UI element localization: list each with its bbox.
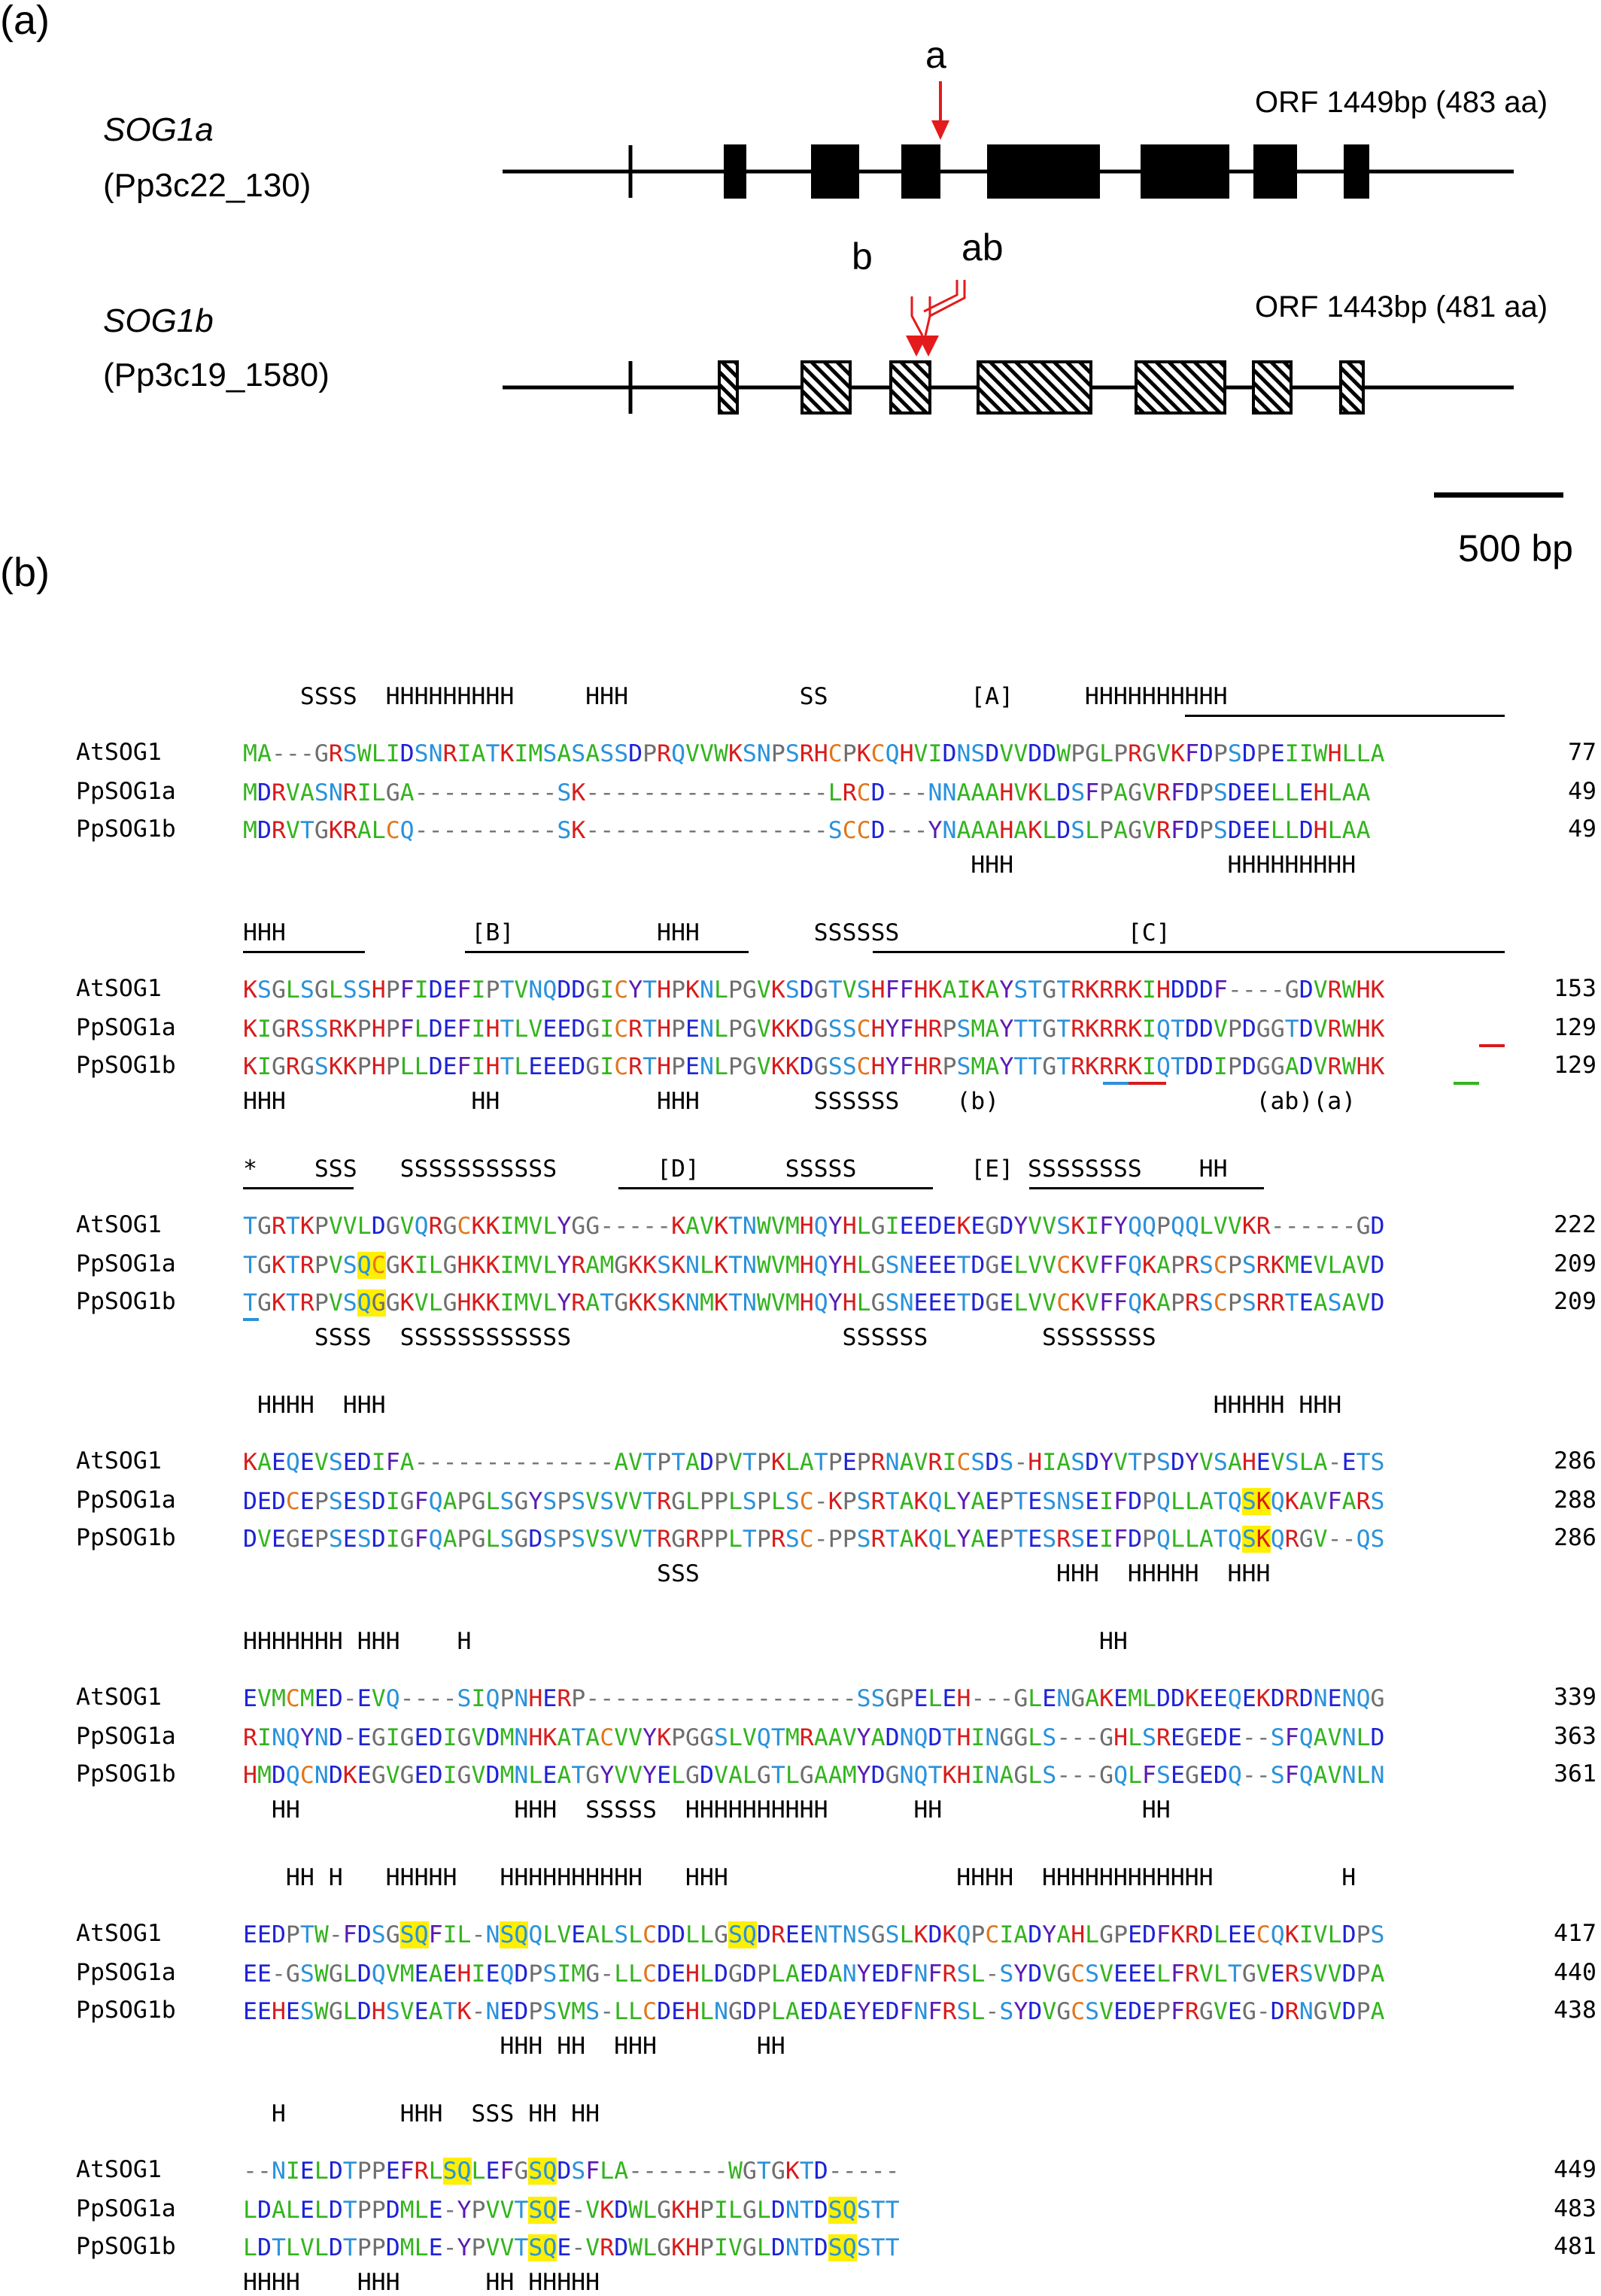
sequence-position: 481	[1554, 2233, 1596, 2260]
sequence-position: 288	[1554, 1487, 1596, 1514]
sequence-position: 286	[1554, 1447, 1596, 1474]
sequence-position: 49	[1568, 815, 1596, 843]
sequence-name: PpSOG1b	[76, 815, 176, 843]
gene2-site-label-ab: ab	[962, 226, 1004, 269]
sequence-name: PpSOG1a	[76, 1250, 176, 1277]
gene1-name: SOG1a	[103, 111, 214, 148]
sequence-position: 77	[1568, 739, 1596, 766]
sequence-name: AtSOG1	[76, 1211, 162, 1238]
sequence-row: DEDCEPSESDIGFQAPGLSGYSPSVSVVTRGLPPLSPLSC-KPSRTAKQLYAEPTESNSEIFDPQLLATQSKQKAVFARS	[243, 1488, 1385, 1515]
sequence-name: AtSOG1	[76, 1920, 162, 1947]
site-a-arrow	[931, 81, 949, 140]
domain-overline	[1185, 715, 1505, 717]
sequence-name: PpSOG1b	[76, 2233, 176, 2260]
sequence-position: 339	[1554, 1684, 1596, 1711]
site-underline	[243, 1318, 259, 1321]
domain-overline	[243, 1187, 354, 1189]
secondary-structure-bottom: HH HHH SSSSS HHHHHHHHHH HH HH	[243, 1796, 1171, 1824]
gene2-site-label-b: b	[852, 235, 873, 278]
secondary-structure-top: HHHHHHH HHH H HH	[243, 1628, 1128, 1655]
sequence-position: 286	[1554, 1524, 1596, 1551]
secondary-structure-bottom: HHH HHHHHHHHH	[243, 852, 1356, 879]
domain-overline	[873, 951, 1505, 953]
gene2-exon	[978, 362, 1091, 413]
sequence-position: 129	[1554, 1014, 1596, 1041]
secondary-structure-top: * SSS SSSSSSSSSSS [D] SSSSS [E] SSSSSSSS HH	[243, 1156, 1228, 1183]
sequence-row: TGRTKPVVLDGVQRGCKKIMVLYGG-----KAVKTNWVMHQYHLGIEEDEKEGDYVVSKIFYQQPQQLVVKR------GD	[243, 1213, 1385, 1240]
sequence-row: LDTLVLDTPPDMLE-YPVVTSQE-VRDWLGKHPIVGLDNTDSQSTT	[243, 2234, 900, 2261]
sequence-position: 483	[1554, 2195, 1596, 2222]
sequence-name: AtSOG1	[76, 739, 162, 766]
sequence-position: 361	[1554, 1760, 1596, 1787]
sequence-name: PpSOG1a	[76, 2195, 176, 2222]
secondary-structure-bottom: SSS HHH HHHHH HHH	[243, 1560, 1271, 1587]
sequence-row: KIGRGSKKPHPLLDEFIHTLEEEDGICRTHPENLPGVKKDGSSCHYFHRPSMAYTTGTRKRRKIQTDDIPDGGADVRWHK	[243, 1053, 1385, 1080]
sequence-row: MDRVASNRILGA----------SK-----------------LRCD---NNAAAHVKLDSFPAGVRFDPSDEELLEHLAA	[243, 779, 1371, 806]
gene2-exon	[1253, 362, 1291, 413]
gene1-site-label-a: a	[925, 34, 946, 76]
sequence-name: PpSOG1b	[76, 1524, 176, 1551]
site-underline	[1103, 1082, 1129, 1085]
gene2-name: SOG1b	[103, 302, 214, 339]
gene2-structure	[503, 280, 1514, 414]
sequence-row: KSGLSGLSSHPFIDEFIPTVNQDDGICYTHPKNLPGVKSDGTVSHFFHKAIKAYSTGTRKRRKIHDDDF----GDVRWHK	[243, 976, 1385, 1004]
sequence-position: 209	[1554, 1250, 1596, 1277]
panel-b-label: (b)	[0, 550, 50, 595]
sequence-position: 222	[1554, 1211, 1596, 1238]
gene1-id: (Pp3c22_130)	[103, 167, 311, 204]
gene2-id: (Pp3c19_1580)	[103, 357, 330, 393]
sequence-row: HMDQCNDKEGVGEDIGVDMNLEATGYVVYELGDVALGTLGAAMYDGNQTKHINAGLS---GQLFSEGEDQ--SFQAVNLN	[243, 1762, 1385, 1789]
sequence-position: 209	[1554, 1288, 1596, 1315]
sequence-name: AtSOG1	[76, 2156, 162, 2183]
sequence-row: MA---GRSWLIDSNRIATKIMSASASSDPRQVVWKSNPSRHCPKCQHVIDNSDVVDDWPGLPRGVKFDPSDPEIIWHLLA	[243, 740, 1385, 767]
secondary-structure-top: HH H HHHHH HHHHHHHHHH HHH HHHH HHHHHHHHHHHH H	[243, 1864, 1356, 1891]
scale-bar-label: 500 bp	[1458, 527, 1573, 569]
site-underline	[1479, 1044, 1505, 1047]
secondary-structure-top: HHH [B] HHH SSSSSS [C]	[243, 919, 1171, 946]
secondary-structure-bottom: HHHH HHH HH HHHHH	[243, 2269, 600, 2296]
sequence-name: PpSOG1b	[76, 1997, 176, 2024]
gene-structure-diagram	[0, 0, 1601, 602]
sequence-name: PpSOG1a	[76, 1487, 176, 1514]
sequence-position: 153	[1554, 975, 1596, 1002]
sequence-position: 129	[1554, 1052, 1596, 1079]
site-underline	[1454, 1082, 1479, 1085]
gene1-exon	[987, 144, 1100, 199]
panel-a-label: (a)	[0, 0, 50, 43]
gene1-structure	[503, 81, 1514, 199]
gene2-exon	[1136, 362, 1225, 413]
sequence-name: PpSOG1a	[76, 778, 176, 805]
sequence-position: 438	[1554, 1997, 1596, 2024]
sequence-position: 440	[1554, 1959, 1596, 1986]
sequence-row: TGKTRPVSQCGKILGHKKIMVLYRAMGKKSKNLKTNWVMHQYHLGSNEEETDGELVVCKVFFQKAPRSCPSRKMEVLAVD	[243, 1252, 1385, 1279]
gene2-exon	[719, 362, 737, 413]
sequence-row: EEHESWGLDHSVEATK-NEDPSVMS-LLCDEHLNGDPLAEDAEYEDFNFRSL-SYDVGCSVEDEPFRGVEG-DRNGVDPA	[243, 1998, 1385, 2025]
secondary-structure-bottom: SSSS SSSSSSSSSSSS SSSSSS SSSSSSSS	[243, 1324, 1156, 1351]
sequence-row: KAEQEVSEDIFA--------------AVTPTADPVTPKLATPEPRNAVRICSDS-HIASDYVTPSDYVSAHEVSLA-ETS	[243, 1449, 1385, 1476]
sequence-name: PpSOG1b	[76, 1052, 176, 1079]
gene2-exon	[802, 362, 850, 413]
secondary-structure-top: HHHH HHH HHHHH HHH	[243, 1392, 1342, 1419]
sequence-name: PpSOG1a	[76, 1959, 176, 1986]
sequence-row: --NIELDTPPEFRLSQLEFGSQDSFLA-------WGTGKTD-----	[243, 2158, 900, 2185]
gene1-exon	[901, 144, 940, 199]
sequence-row: LDALELDTPPDMLE-YPVVTSQE-VKDWLGKHPILGLDNTDSQSTT	[243, 2197, 900, 2224]
sequence-position: 49	[1568, 778, 1596, 805]
gene2-orf: ORF 1443bp (481 aa)	[1255, 290, 1548, 323]
sequence-name: AtSOG1	[76, 975, 162, 1002]
secondary-structure-top: H HHH SSS HH HH	[243, 2100, 600, 2127]
sequence-name: AtSOG1	[76, 1684, 162, 1711]
sequence-name: PpSOG1b	[76, 1288, 176, 1315]
sequence-name: PpSOG1b	[76, 1760, 176, 1787]
sequence-name: PpSOG1a	[76, 1723, 176, 1750]
domain-overline	[618, 1187, 933, 1189]
sequence-row: KIGRSSRKPHPFLDEFIHTLVEEDGICRTHPENLPGVKKDGSSCHYFHRPSMAYTTGTRKRRKIQTDDVPDGGTDVRWHK	[243, 1016, 1385, 1043]
gene1-exon	[724, 144, 746, 199]
sequence-row: EE-GSWGLDQVMEAEHIEQDPSIMG-LLCDEHLDGDPLAEDANYEDFNFRSL-SYDVGCSVEEELFRVLTGVERSVVDPA	[243, 1960, 1385, 1988]
gene1-exon	[1253, 144, 1297, 199]
sequence-row: RINQYND-EGIGEDIGVDMNHKATACVVYKPGGSLVQTMRAAVYADNQDTHINGGLS---GHLSREGEDE--SFQAVNLD	[243, 1724, 1385, 1751]
gene2-exon	[891, 362, 930, 413]
sequence-row: MDRVTGKRALCQ----------SK-----------------SCCD---YNAAAHAKLDSLPAGVRFDPSDEELLDHLAA	[243, 817, 1371, 844]
site-b-ab-arrows	[906, 280, 965, 357]
gene2-exon	[1341, 362, 1363, 413]
sequence-row: EEDPTW-FDSGSQFIL-NSQQLVEALSLCDDLLGSQDREENTNSGSLKDKQPCIADYAHLGPEDFKRDLEECQKIVLDPS	[243, 1921, 1385, 1948]
sequence-row: EVMCMED-EVQ----SIQPNHERP-------------------SSGPELEH---GLENGAKEMLDDKEEQEKDRDNENQG	[243, 1685, 1385, 1712]
secondary-structure-bottom: HHH HH HHH HH	[243, 2033, 785, 2060]
gene1-orf: ORF 1449bp (483 aa)	[1255, 86, 1548, 119]
sequence-name: PpSOG1a	[76, 1014, 176, 1041]
sequence-position: 363	[1554, 1723, 1596, 1750]
gene1-exon	[1141, 144, 1229, 199]
domain-overline	[465, 951, 749, 953]
sequence-row: DVEGEPSESDIGFQAPGLSGDSPSVSVVTRGRPPLTPRSC-PPSRTAKQLYAEPTESRSEIFDPQLLATQSKQRGV--QS	[243, 1526, 1385, 1553]
domain-overline	[1029, 1187, 1264, 1189]
domain-overline	[243, 951, 365, 953]
sequence-position: 449	[1554, 2156, 1596, 2183]
secondary-structure-bottom: HHH HH HHH SSSSSS (b) (ab)(a)	[243, 1088, 1356, 1115]
sequence-row: TGKTRPVSQGGKVLGHKKIMVLYRATGKKSKNMKTNWVMHQYHLGSNEEETDGELVVCKVFFQKAPRSCPSRRTEASAVD	[243, 1289, 1385, 1317]
sequence-position: 417	[1554, 1920, 1596, 1947]
site-underline	[1129, 1082, 1166, 1085]
sequence-name: AtSOG1	[76, 1447, 162, 1474]
secondary-structure-top: SSSS HHHHHHHHH HHH SS [A] HHHHHHHHHH	[243, 683, 1228, 710]
gene1-exon	[1344, 144, 1369, 199]
gene1-exon	[811, 144, 859, 199]
